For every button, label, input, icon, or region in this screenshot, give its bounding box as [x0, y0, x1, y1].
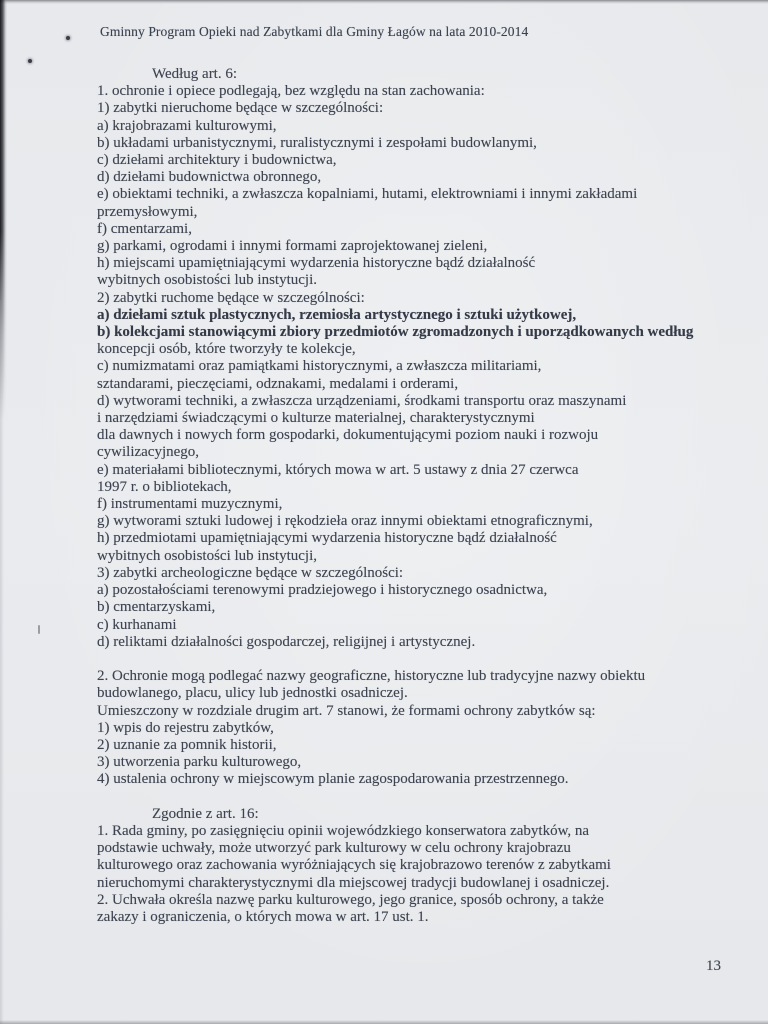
text-line: c) numizmatami oraz pamiątkami historycznymi, a zwłaszcza militariami, — [97, 358, 542, 375]
text-line: 2) zabytki ruchome będące w szczególności: — [97, 289, 365, 306]
text-line: budowlanego, placu, ulicy lub jednostki osadniczej. — [97, 685, 408, 702]
text-line: a) dziełami sztuk plastycznych, rzemiosła artystycznego i sztuki użytkowej, — [97, 306, 577, 323]
text-line: d) wytworami techniki, a zwłaszcza urządzeniami, środkami transportu oraz maszynami — [97, 392, 627, 409]
scan-speck — [66, 36, 70, 40]
text-line: 3) utworzenia parku kulturowego, — [97, 754, 302, 771]
text-line: 1. ochronie i opiece podlegają, bez względu na stan zachowania: — [97, 83, 485, 100]
text-line: c) dziełami architektury i budownictwa, — [97, 152, 337, 169]
text-line: przemysłowymi, — [97, 203, 198, 220]
text-line: d) dziełami budownictwa obronnego, — [97, 169, 322, 186]
scan-speck — [28, 59, 32, 63]
blank-line — [97, 651, 717, 668]
text-line: wybitnych osobistości lub instytucji, — [97, 547, 317, 564]
text-line: Według art. 6: — [152, 66, 238, 82]
text-line: a) krajobrazami kulturowymi, — [97, 117, 277, 134]
text-line: h) przedmiotami upamiętniającymi wydarzenia historyczne bądź działalność — [97, 530, 557, 547]
text-line: e) obiektami techniki, a zwłaszcza kopalniami, hutami, elektrowniami i innymi zakładami — [97, 186, 638, 203]
text-line: cywilizacyjnego, — [97, 444, 200, 461]
text-line: 2. Ochronie mogą podlegać nazwy geograficzne, historyczne lub tradycyjne nazwy obiektu — [97, 668, 646, 685]
page-number: 13 — [706, 958, 721, 974]
text-line: 1. Rada gminy, po zasięgnięciu opinii wojewódzkiego konserwatora zabytków, na — [97, 822, 590, 839]
text-line: wybitnych osobistości lub instytucji. — [97, 272, 317, 289]
text-line: Zgodnie z art. 16: — [152, 805, 259, 822]
text-line: 4) ustalenia ochrony w miejscowym planie zagospodarowania przestrzennego. — [97, 771, 569, 788]
text-line: sztandarami, pieczęciami, odznakami, medalami i orderami, — [97, 375, 459, 392]
text-line: g) wytworami sztuki ludowej i rękodzieła oraz innymi obiektami etnograficznymi, — [97, 513, 593, 530]
text-line: Umieszczony w rozdziale drugim art. 7 stanowi, że formami ochrony zabytków są: — [97, 702, 596, 719]
text-line: i narzędziami świadczącymi o kulturze materialnej, charakterystycznymi — [97, 410, 535, 427]
text-line: kulturowego oraz zachowania wyróżniających się krajobrazowo terenów z zabytkami — [97, 857, 611, 874]
scan-edge-left-faint — [0, 300, 4, 1024]
text-line: koncepcji osób, które tworzyły te kolekcje, — [97, 341, 356, 358]
running-header: Gminny Program Opieki nad Zabytkami dla Gminy Łagów na lata 2010-2014 — [100, 24, 529, 39]
text-line: 2. Uchwała określa nazwę parku kulturowego, jego granice, sposób ochrony, a także — [97, 891, 604, 908]
text-line: 1997 r. o bibliotekach, — [97, 478, 232, 495]
text-line: nieruchomymi charakterystycznymi dla miejscowej tradycji budowlanej i osadniczej. — [97, 874, 610, 891]
text-line: d) reliktami działalności gospodarczej, religijnej i artystycznej. — [97, 633, 476, 650]
text-line: 3) zabytki archeologiczne będące w szczególności: — [97, 564, 404, 581]
text-line: b) kolekcjami stanowiącymi zbiory przedmiotów zgromadzonych i uporządkowanych według — [97, 324, 694, 341]
text-line: 1) zabytki nieruchome będące w szczególności: — [97, 100, 384, 117]
text-line: e) materiałami bibliotecznymi, których mowa w art. 5 ustawy z dnia 27 czerwca — [97, 461, 579, 478]
text-line: h) miejscami upamiętniającymi wydarzenia historyczne bądź działalność — [97, 255, 536, 272]
text-line: b) cmentarzyskami, — [97, 599, 216, 616]
text-line: f) cmentarzami, — [97, 220, 192, 237]
text-line: f) instrumentami muzycznymi, — [97, 496, 283, 513]
scan-edge-bottom — [0, 1020, 768, 1024]
blank-line — [97, 789, 717, 806]
scan-edge-top — [0, 0, 768, 4]
text-line: 1) wpis do rejestru zabytków, — [97, 719, 274, 736]
text-line: g) parkami, ogrodami i innymi formami zaprojektowanej zieleni, — [97, 238, 488, 255]
text-line: zakazy i ograniczenia, o których mowa w art. 17 ust. 1. — [97, 908, 429, 925]
scan-speck — [38, 625, 40, 634]
text-line: b) układami urbanistycznymi, ruralistycznymi i zespołami budowlanymi, — [97, 134, 537, 151]
text-line: c) kurhanami — [97, 616, 177, 633]
document-body — [97, 66, 717, 926]
text-line: podstawie uchwały, może utworzyć park kulturowy w celu ochrony krajobrazu — [97, 840, 571, 857]
text-line: a) pozostałościami terenowymi pradziejowego i historycznego osadnictwa, — [97, 582, 548, 599]
text-line: 2) uznanie za pomnik historii, — [97, 736, 277, 753]
text-line: dla dawnych i nowych form gospodarki, dokumentującymi poziom nauki i rozwoju — [97, 427, 599, 444]
